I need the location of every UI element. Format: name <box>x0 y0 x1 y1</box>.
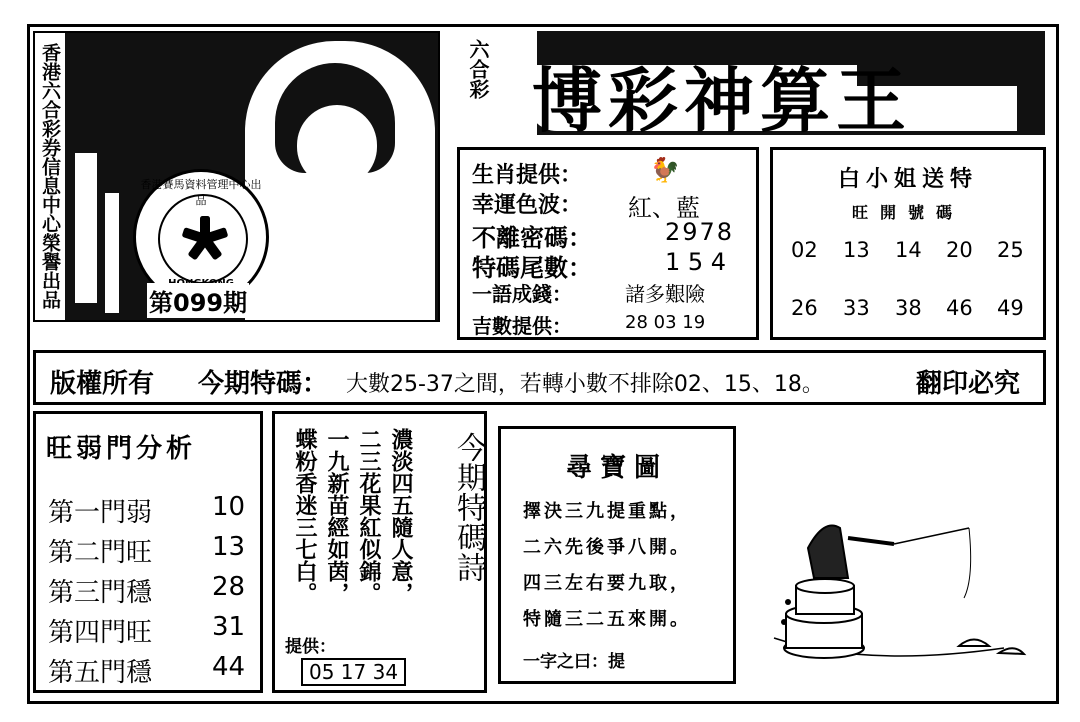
bai-number: 25 <box>997 238 1024 262</box>
poem-line: 一九新苗經如茵， <box>324 428 349 604</box>
info-row <box>472 310 572 339</box>
info-row <box>472 278 572 307</box>
copyright-label: 版權所有 <box>50 369 155 399</box>
info-label: 吉數提供： <box>472 314 572 338</box>
fishing-cartoon <box>744 418 1040 688</box>
rooster-icon: 🐓 <box>650 156 680 184</box>
analysis-label: 第四門旺 <box>48 618 153 648</box>
bai-number: 20 <box>946 238 973 262</box>
bai-number: 33 <box>843 296 870 320</box>
treasure-line: 特隨三二五來開。 <box>523 609 691 630</box>
title-banner <box>447 31 1049 141</box>
bai-subtitle: 旺開號碼 <box>851 203 964 222</box>
bai-number: 02 <box>791 238 818 262</box>
info-label: 不離密碼： <box>472 224 592 252</box>
poem-provide-label: 提供： <box>285 637 336 657</box>
banner-main-title: 博彩神算王 <box>532 59 912 142</box>
side-title: 香港六合彩券信息中心榮譽出品 <box>39 43 61 309</box>
info-row <box>472 158 582 189</box>
treasure-line: 四三左右要九取， <box>523 573 691 594</box>
poem-title: 今期特碼詩 <box>451 432 486 582</box>
info-value: 諸多艱險 <box>625 282 705 306</box>
building-shape <box>105 193 119 313</box>
bai-title: 白小姐送特 <box>837 167 978 192</box>
info-box <box>457 147 759 340</box>
info-row <box>472 188 582 219</box>
treasure-line: 擇決三九提重點， <box>523 501 691 522</box>
building-shape <box>75 153 97 303</box>
analysis-value: 44 <box>212 652 246 682</box>
poem-box <box>272 411 487 693</box>
emblem-ring-text: 香港賽馬資料管理中心出品 <box>140 178 262 207</box>
bauhinia-icon <box>158 194 248 284</box>
treasure-map-box <box>498 426 736 684</box>
bai-number: 14 <box>895 238 922 262</box>
photo-panel <box>33 31 440 322</box>
bai-number: 49 <box>997 296 1024 320</box>
analysis-value: 10 <box>212 492 246 522</box>
info-label: 幸運色波： <box>472 193 583 218</box>
treasure-footer: 一字之曰：提 <box>523 652 625 672</box>
banner-small-title: 六合彩 <box>466 39 490 99</box>
info-label: 生肖提供： <box>472 163 583 188</box>
woman-face <box>297 105 377 187</box>
analysis-value: 31 <box>212 612 246 642</box>
analysis-label: 第二門旺 <box>48 538 153 568</box>
poem-line: 二三花果紅似錦。 <box>356 428 381 604</box>
bai-number: 38 <box>895 296 922 320</box>
no-reprint-label: 翻印必究 <box>916 369 1021 399</box>
analysis-label: 第五門穩 <box>48 658 153 688</box>
info-label: 一語成錢： <box>472 282 572 306</box>
info-label: 特碼尾數： <box>472 254 592 282</box>
bai-box <box>770 147 1046 340</box>
analysis-box <box>33 411 263 693</box>
analysis-value: 28 <box>212 572 246 602</box>
info-value: 28 03 19 <box>625 312 706 333</box>
bai-number: 13 <box>843 238 870 262</box>
analysis-title: 旺弱門分析 <box>46 434 197 464</box>
poem-line: 蝶粉香迷三七白。 <box>292 428 317 604</box>
info-value: 2978 <box>665 218 735 246</box>
special-label: 今期特碼： <box>198 369 329 399</box>
issue-number: 第099期 <box>147 283 249 318</box>
poem-line: 濃淡四五隨人意， <box>388 428 413 604</box>
treasure-line: 二六先後爭八開。 <box>523 537 691 558</box>
treasure-title: 尋寶圖 <box>565 453 668 483</box>
analysis-value: 13 <box>212 532 246 562</box>
bai-number: 46 <box>946 296 973 320</box>
info-value: 1 5 4 <box>665 248 727 276</box>
special-description: 大數25-37之間，若轉小數不排除02、15、18。 <box>346 372 824 397</box>
analysis-label: 第三門穩 <box>48 578 153 608</box>
bai-number: 26 <box>791 296 818 320</box>
info-value: 紅、藍 <box>628 194 700 222</box>
analysis-label: 第一門弱 <box>48 498 153 528</box>
special-number-bar <box>33 350 1046 405</box>
poem-numbers: 05 17 34 <box>301 658 406 686</box>
